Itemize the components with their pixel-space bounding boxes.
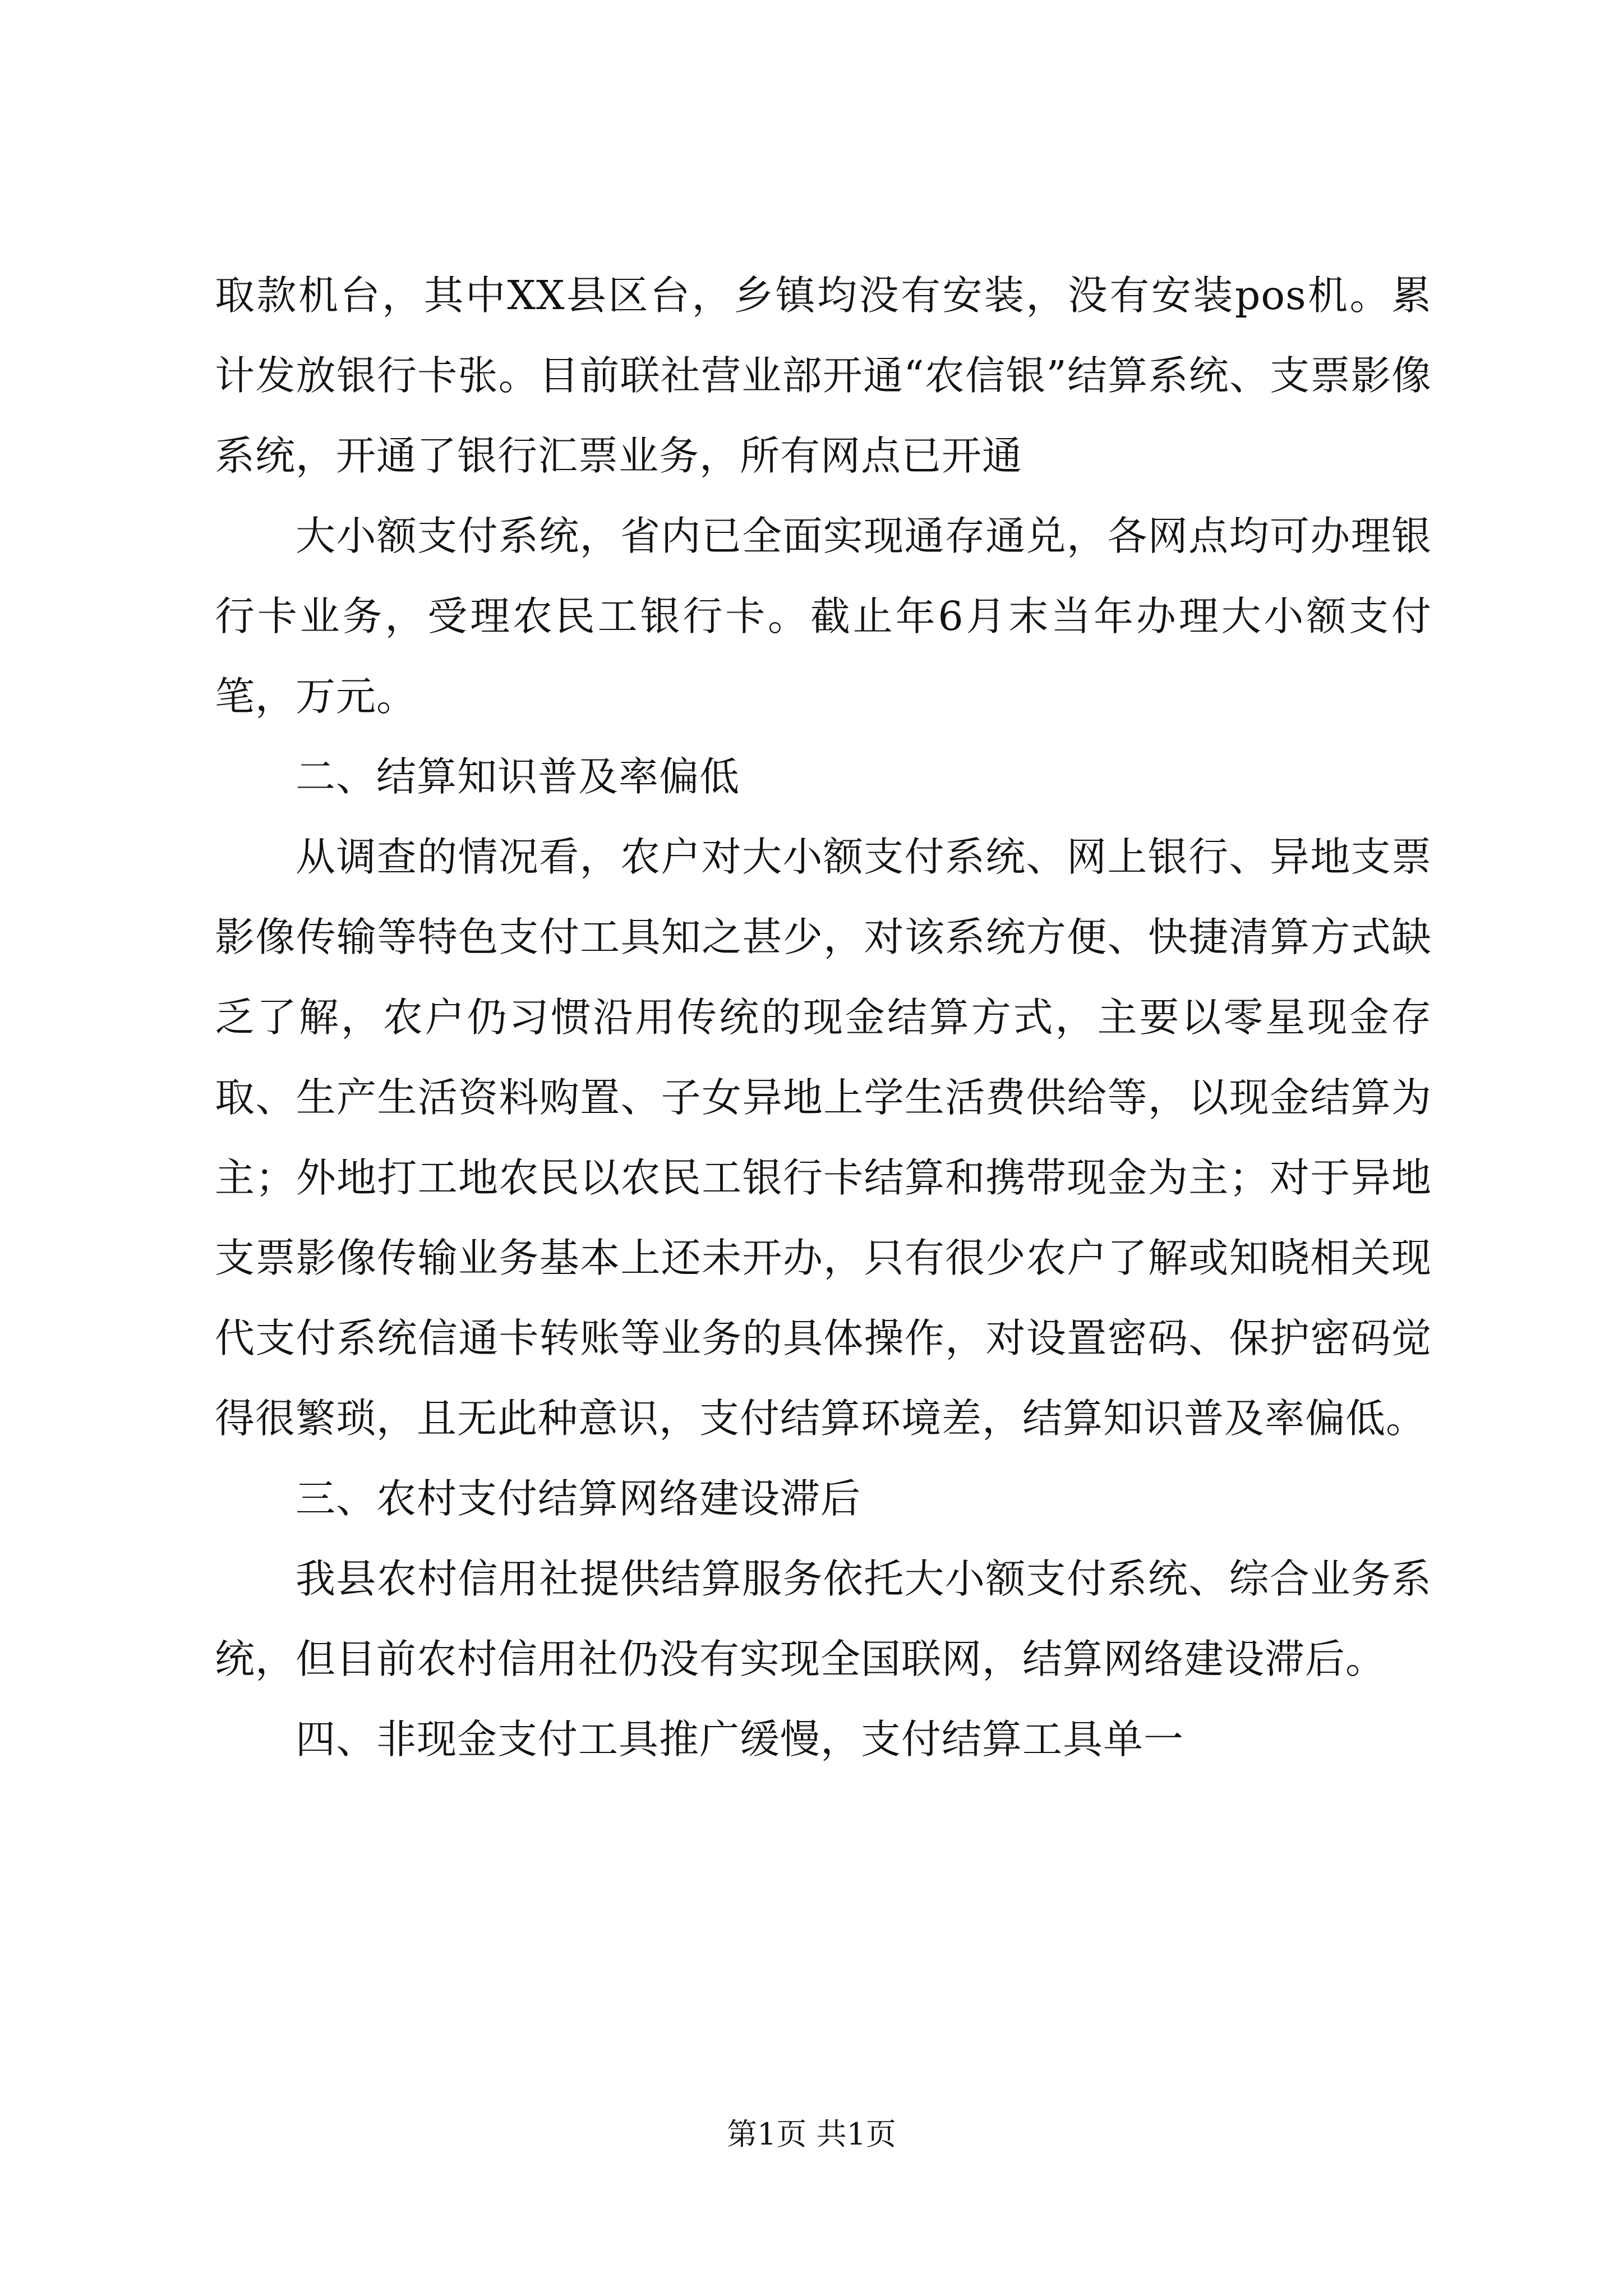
paragraph-payment-system: 大小额支付系统，省内已全面实现通存通兑，各网点均可办理银行卡业务，受理农民工银行卡。截止年6月末当年办理大小额支付笔，万元。 [215, 513, 1432, 720]
paragraph-survey-findings: 从调查的情况看，农户对大小额支付系统、网上银行、异地支票影像传输等特色支付工具知之甚少，对该系统方便、快捷清算方式缺乏了解，农户仍习惯沿用传统的现金结算方式，主要以零星现金存取、生产生活资料购置、子女异地上学生活费供给等，以现金结算为主；外地打工地农民以农民工银行卡结算和携带现金为主；对于异地支票影像传输业务基本上还未开办，只有很少农户了解或知晓相关现代支付系统信通卡转账等业务的具体操作，对设置密码、保护密码觉得很繁琐，且无此种意识，支付结算环境差，结算知识普及率偏低。 [215, 834, 1432, 1442]
page-footer: 第1页 共1页 [727, 2116, 896, 2152]
paragraph-network: 我县农村信用社提供结算服务依托大小额支付系统、综合业务系统，但目前农村信用社仍没有实现全国联网，结算网络建设滞后。 [215, 1556, 1432, 1682]
paragraph-continuation: 取款机台，其中XX县区台，乡镇均没有安装，没有安装pos机。累计发放银行卡张。目前联社营业部开通“农信银”结算系统、支票影像系统，开通了银行汇票业务，所有网点已开通 [215, 272, 1432, 479]
section-heading-3: 三、农村支付结算网络建设滞后 [296, 1475, 861, 1522]
section-heading-2: 二、结算知识普及率偏低 [296, 753, 740, 800]
document-body [215, 255, 1432, 1779]
section-heading-4: 四、非现金支付工具推广缓慢，支付结算工具单一 [296, 1716, 1184, 1763]
